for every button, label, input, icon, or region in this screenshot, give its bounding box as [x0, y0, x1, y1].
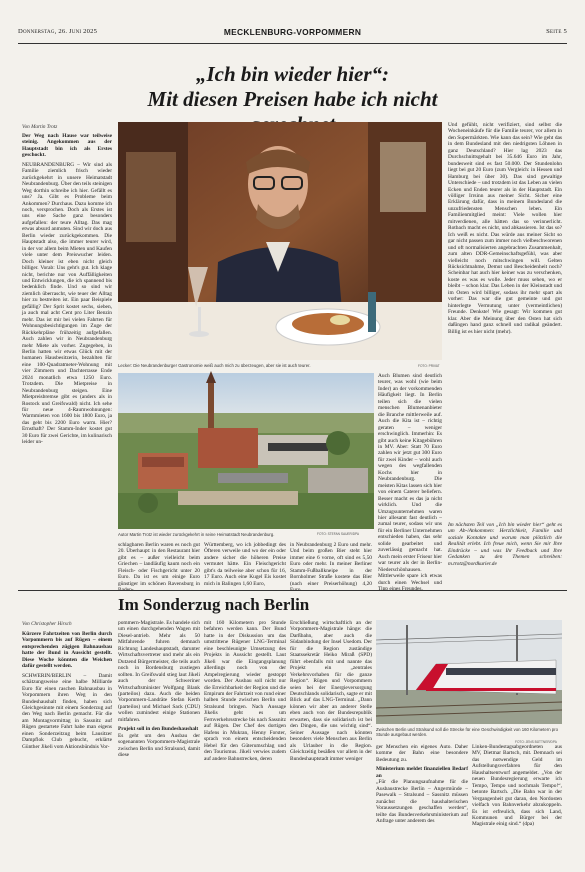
article-divider — [18, 590, 567, 591]
article1-byline: Von Martin Trotz — [22, 124, 58, 130]
article1-column-5: Auch Blumen sind deutlich teurer, was wohl (wie beim Inder) an der vorkommenden Häufigkeit liegt. In Berlin teilen sich die vielen menschen Blumenanbieter die Branche mittlerweile auf. Auch die Kita ist – richtig geraten – weniger erschwinglich. Immerhin: Es gibt auch keine Kitagebühren in MV. Aber: Statt 70 Euro zahlen wir jetzt gut 300 Euro für zwei Kinder – wohl auch wegen des wegfallenden Kochs hier in Neubrandenburg. Die meisten Kitas lassen sich hier von einem Caterer beliefern. Besser macht es das ja nicht wirklich. Und die Umzugsunternehmen waren hier allesamt fast deutlich – zumal teurer, sodass wir uns für ein Berliner Unternehmen entschieden haben, das sehr solide gearbeitet und zuverlässig gemacht hat. Auch mein erster Friseur hier war teurer als der in Berlin-Niederschönhausen. Mittlerweile spare ich etwas durch einen Wechsel und Tipp eines Freundes. — [378, 373, 442, 592]
article2-col5-text: ger Menschen ein eigenes Auto. Daher komme der Bahn eine besondere Bedeutung zu. — [376, 744, 468, 763]
article2-column-2 — [118, 620, 200, 856]
headline-line-1: „Ich bin wieder hier“: — [195, 62, 390, 86]
article2-column-3: mit 160 Kilometern pro Stunde befahren werden kann. Der Bund hatte in der Diskussion um das umstrittene Rügener LNG-Terminal eine beschleunigte Umsetzung des Projekts in Aussicht gestellt. Laut Jikeli war die Eingangsplanung allerdings noch von der Ampelregierung wieder gestoppt worden. Der Ausbau soll nicht nur die Erreichbarkeit der Region und die Empirum der Fahrtzeit von rund einer halben Stunde zwischen Berlin und Stralsund bringen. Nach Aussage Jikelis geht es um Fernverkehrsstrecke bis nach Sassnitz auf Rügen. Der Chef des dortigen Hafens in Mukran, Henny Forster, sprach von einem entscheidenden Hebel für den Güterumschlag und den Tourismus. Jikeli verwies zudem auf andere Bahnstrecken, deren — [204, 620, 286, 762]
article2-col1-text: SCHWERIN/BERLIN – Damit schätzungsweise eine halbe Milliarde Euro für einen raschen Bahnausbau in Vorpommern ihren Weg in den Bundeshaushalt finden, haben sich Gleichgesinnte mit einem Sonderzug auf den Weg nach Berlin gemacht. Für die am Montagvormittag in Sassnitz auf Rügen gestartete Fahrt habe man eigens einen Sonderzeitzug beim Lausitzer Dampflok Club gebucht, erklärte Günther Jikeli vom Aktionsbündnis Vor- — [22, 672, 112, 750]
article2-byline: Von Christopher Hirsch — [22, 621, 72, 627]
article2-column-4: Erschließung wirtschaftlich an der Vorpommern-Magistrale hänge: die Darßbahn, aber auch die Südanbindung der Insel Usedom. Der für die Region zuständige Staatssekretär Heiko Miraß (SPD) führt ebenfalls mit und nannte das Projekt ein „zentrales Verkehrsvorhaben für die ganze Region“. Rügen und Vorpommern seien bei der Energieversorgung Deutschlands solidarisch, sagte er mit Blick auf das LNG-Terminal. „Dann können wir aber an anderer Stelle eben auch von der Bundesrepublik erwarten, dass sie solidarisch ist bei den Dingen, die uns wichtig sind“. Seiner Aussage nach könnten besonders viele Menschen aus Berlin als Urlauber in die Region. Gleichzeitig besäßen vor allem in der Bundeshauptstadt immer weniger — [290, 620, 372, 762]
train-photo-caption: Zwischen Berlin und Stralsund soll die Strecke für eine Geschwindigkeit von 160 Kilometern pro Stunde ausgebaut werden. — [376, 727, 558, 738]
restaurant-photo-image — [118, 122, 442, 360]
photo1-credit: FOTO: PRIVAT — [418, 364, 440, 368]
article2-col2-text: pommern-Magistrale. Es handele sich um einen durchgehenden Wagen mit Diesel-antrieb. Mehr als 50 Mitfahrende fuhren demnach Richtung Landeshauptstadt, darunter Wirtschaftsvertreter und mehr als ein Dutzend Bürgermeister, die teils auch noch in Bordensburg zustiegen sollten. In Greifswald stieg laut Jikeli auch der Schweriner Wirtschaftsminister Wolfgang Blank (parteilos) dazu. Auch die beiden Vorpommern-Landräte Stefan Kerth (parteilos) und Michael Sack (CDU) wollen zumindest einige Stationen mitfahren. — [118, 620, 200, 723]
train-photo-image — [376, 620, 562, 724]
article1-col1-text: NEUBRANDENBURG – Wir sind als Familie ziemlich frisch wieder zurückgekehrt in unsere Heimatstadt Neubrandenburg. Über den teils steinigen Weg dorthin schreibe ich hier. Gefällt es uns? Ja. Gibt es Probleme beim Ankommen? Durchaus. Dazu komme ich noch, versprochen. Doch als Erstes ist uns eine Sache ganz besonders aufgefallen: der teure Alltag. Das mag etwas absurd anmuten. Sind wir doch aus Berlin wieder zurückgekommen. Die Hauptstadt also, die immer teurer wird, in der vor allem beim Mieten und Kaufen viele unter dem Preiswucher leiden. Doch kleiner ist eben nicht gleich billiger. Vorab: Uns geht's gut. Ich klage nicht, berichte nur von Auffälligkeiten und Entwicklungen, die ich spannend bis bedenklich finde. Und so sind wir ziemlich überrascht, wie teuer der Alltag hier zu bestreiten ist. Ein paar Beispiele gefällig? Der Sprit kostet sechs, sieben, ja auch mal acht Cent pro Liter Benzin mehr. Das ist mir bei vielen Fahrten für Wohnungsbesichtigungen im Zuge der Rückkehrpläne frühzeitig aufgefallen. Auch zahlen wir in Neubrandenburg mehr Miete als vorher. Zugegeben, in Berlin hatten wir etwas Glück mit der humanen Hausbesitzerin, bezahlten für eine 100-Quadratmeter-Wohnung mit vier Zimmern und Dachterrasse Ende 2024 monatlich etwa 1250 Euro. Trotzdem. Die Mietpreise in Neubrandenburg steigen. Eine Mietpreisbremse gibt es (anders als in Rostock und Greifswald) nicht. Ich sehe für neue 4-Raumwohnungen: Warmmieten von 1600 bis 1800 Euro, ja das geht bis 2200 Euro warm. Hier? Ernsthaft? Der Stamm-Inder kostet gut 30 Euro für zwei Gerichte, im kulinarisch leider un- — [22, 161, 112, 446]
article1-column-4: in Neubrandenburg 2 Euro und mehr. Und beim großen Bier steht hier immer eine 6 vorne, oft sind es 5,50 Euro oder mehr. In meiner Berliner Stamm-Fußballkneipe in der Bornholmer Straße kostete das Bier (nach einer Preiserhöhung) 4,20 Euro. — [290, 542, 372, 594]
page-number: Seite 5 — [546, 28, 567, 35]
aerial-photo-image — [118, 373, 374, 529]
article1-info-box: Im nächsten Teil von „Ich bin wieder hier“ geht es um Ab-/Ankommen: Herzlichkeit, Familie und soziale Kontakte und warum man plötzlich die Realität erlebt. Ich freue mich, wenn Sie mir Ihre Eindrücke – und was Ihr Feedback und Ihre Gedanken zu den Themen schreiben: m.trotz@nordkurier.de — [448, 522, 562, 567]
section-title: MECKLENBURG-VORPOMMERN — [223, 27, 362, 37]
article2-lead: Kürzere Fahrtzeiten von Berlin durch Vorpommern bis auf Rügen – einem entsprechenden zügigen Bahnausbau hatte der Bund in Aussicht gestellt. Diese Woche könnten die Weichen dafür gestellt werden. — [22, 631, 112, 670]
photo2-caption: Autor Martin Trotz ist wieder zurückgekehrt in seine Heimatstadt Neubrandenburg. — [118, 532, 275, 537]
photo1-caption: Lecker: Die Neubrandenburger Gastronomie weiß auch mich zu überzeugen, aber sie ist auch teurer. — [118, 363, 311, 368]
issue-date: Donnerstag, 26. Juni 2025 — [18, 28, 98, 35]
neubrandenburg-aerial-photo — [118, 373, 374, 529]
article1-column-6: Und gefühlt, nicht verifiziert, sind selbst die Wocheneinkäufe für die Familie teurer, vor allem in den Supermärkten. Wie kann das sein? Wie geht das in dem Bundesland mit den niedrigsten Löhnen in ganz Deutschland? Hier lag 2023 das Durchschnittsgehalt bei 35.646 Euro im Jahr, bundesweit sind es fast 50.000. Der Stundenlohn liegt bei gut 20 Euro (zum Vergleich: in Hessen und Hamburg bei über 30). Das sind gewaltige Unterschiede – und trotzdem ist das Leben an vielen Ecken und Enden teurer als in der Hauptstadt. Ein völliger Irrsinn aus meiner Sicht. Sicher eine Erklärung dafür, dass in meinem Bundesland die unzufriedensten Menschen leben. Ein Familienmitglied meint: Viele wollen hier mitverdienen, alle hätten das so verinnerlicht. Rotbach macht es nicht, und abkassieren. Ist das so? Ich weiß es nicht. Das würde aus meiner Sicht so gar nicht passen zum immer noch vielbeschworenen und oft normalisierten angebrachten Zusammenhalt, zum alten DDR-Gemeinschaftsgefühl, was aber vielleicht noch mitschwingen will. Gelten Rücksichtnahme, Demut und Bescheidenheit noch? Scheinbar hat auch hier keiner was zu verschenken, koste es was es wolle. Jeder muss sehen, wo er bleibt – schon klar. Das Leben in der Kleinstadt und im Osten wird billiger, sodass ihr mehr spart als vorher: Das war die gut gemeinte und gut hinterlegte Vermutung unter (vermeintlichen) Freunde. Denkste! Wie gesagt: Wir kommen gut klar. Aber die Meinung über den Osten hat sich daßingen hand ganz schnell und radikal geändert. Billig ist es hier nicht (mehr). — [448, 122, 562, 335]
masthead — [18, 28, 567, 42]
article2-column-6: Linken-Bundestagsabgeordneten aus MV, Dietmar Bartsch, mit. Demnach sei das notwendige Geld im Aufstellungsverfahren für den Haushaltsentwurf angemeldet. „Von der neuen Bundesregierung erwarte ich Tempo, Tempo und nochmals Tempo!“, betonte Bartsch. „Die Bahn war in der Vergangenheit gut daran, den Nordosten vielfach von Bahnverkehr abzukoppeln. Es ist erfreulich, dass sich Land, Kommunen und Bürger bei der Magistrale einig sind.“ (dpa) — [472, 744, 562, 828]
photo2-credit: FOTO: STEFAN SAUER/DPA — [317, 532, 360, 536]
article2-column-5 — [376, 744, 468, 856]
author-restaurant-photo — [118, 122, 442, 360]
train-photo — [376, 620, 562, 724]
headline-line-2: Mit diesen Preisen habe ich nicht — [147, 87, 438, 111]
article2-column-1 — [22, 631, 112, 855]
article1-column-3: Württemberg, wo ich jobbedingt des Öfteren verweile und wo der ein oder andere sicher die höheren Preise vermutet hätte. Ein Fleischgericht gibt's da teilweise aber schon für 16, 17 Euro. Auch eine Kugel Eis kostet mich in Balingen 1,60 Euro, — [204, 542, 286, 587]
masthead-rule — [18, 43, 567, 44]
article1-column-1 — [22, 133, 112, 581]
article1-column-2: schlagbaren Berlin waren es noch gut 20. Überhaupt: in den Restaurant hier gibt es – außer vielleicht beim Griechen – landläufig kaum noch ein Fleisch- oder Fischgericht unter 20 Euro. Da ist es um einige Euro günstiger im schönen Ravensburg in Baden- — [118, 542, 200, 594]
article1-lead: Der Weg nach Hause war teilweise steinig. Angekommen aus der Hauptstadt bin ich als Erstes geschockt. — [22, 133, 112, 159]
article2-headline: Im Sonderzug nach Berlin — [118, 595, 310, 614]
train-photo-credit: FOTO: JENS BÜTTNER/DPA — [515, 740, 557, 744]
article2-col5-text-2: „Für die Planungsaufnahme für die Ausbaustrecke Berlin – Angermünde – Pasewalk – Stralsund – Sassnitz müssen zunächst die haushalterischen Voraussetzungen geschaffen werden“, teilte das Bundesverkehrsministerium auf Anfrage unter anderem des — [376, 779, 468, 824]
article2-col2-text-2: Es geht um den Ausbau der sogenannten Vorpommern-Magistrale zwischen Berlin und Stralsund, damit diese — [118, 732, 200, 759]
article2-subhead-1: Projekt soll in den Bundeshaushalt — [118, 726, 199, 733]
article2-subhead-2: Ministerium meldet finanziellen Bedarf an — [376, 766, 468, 779]
